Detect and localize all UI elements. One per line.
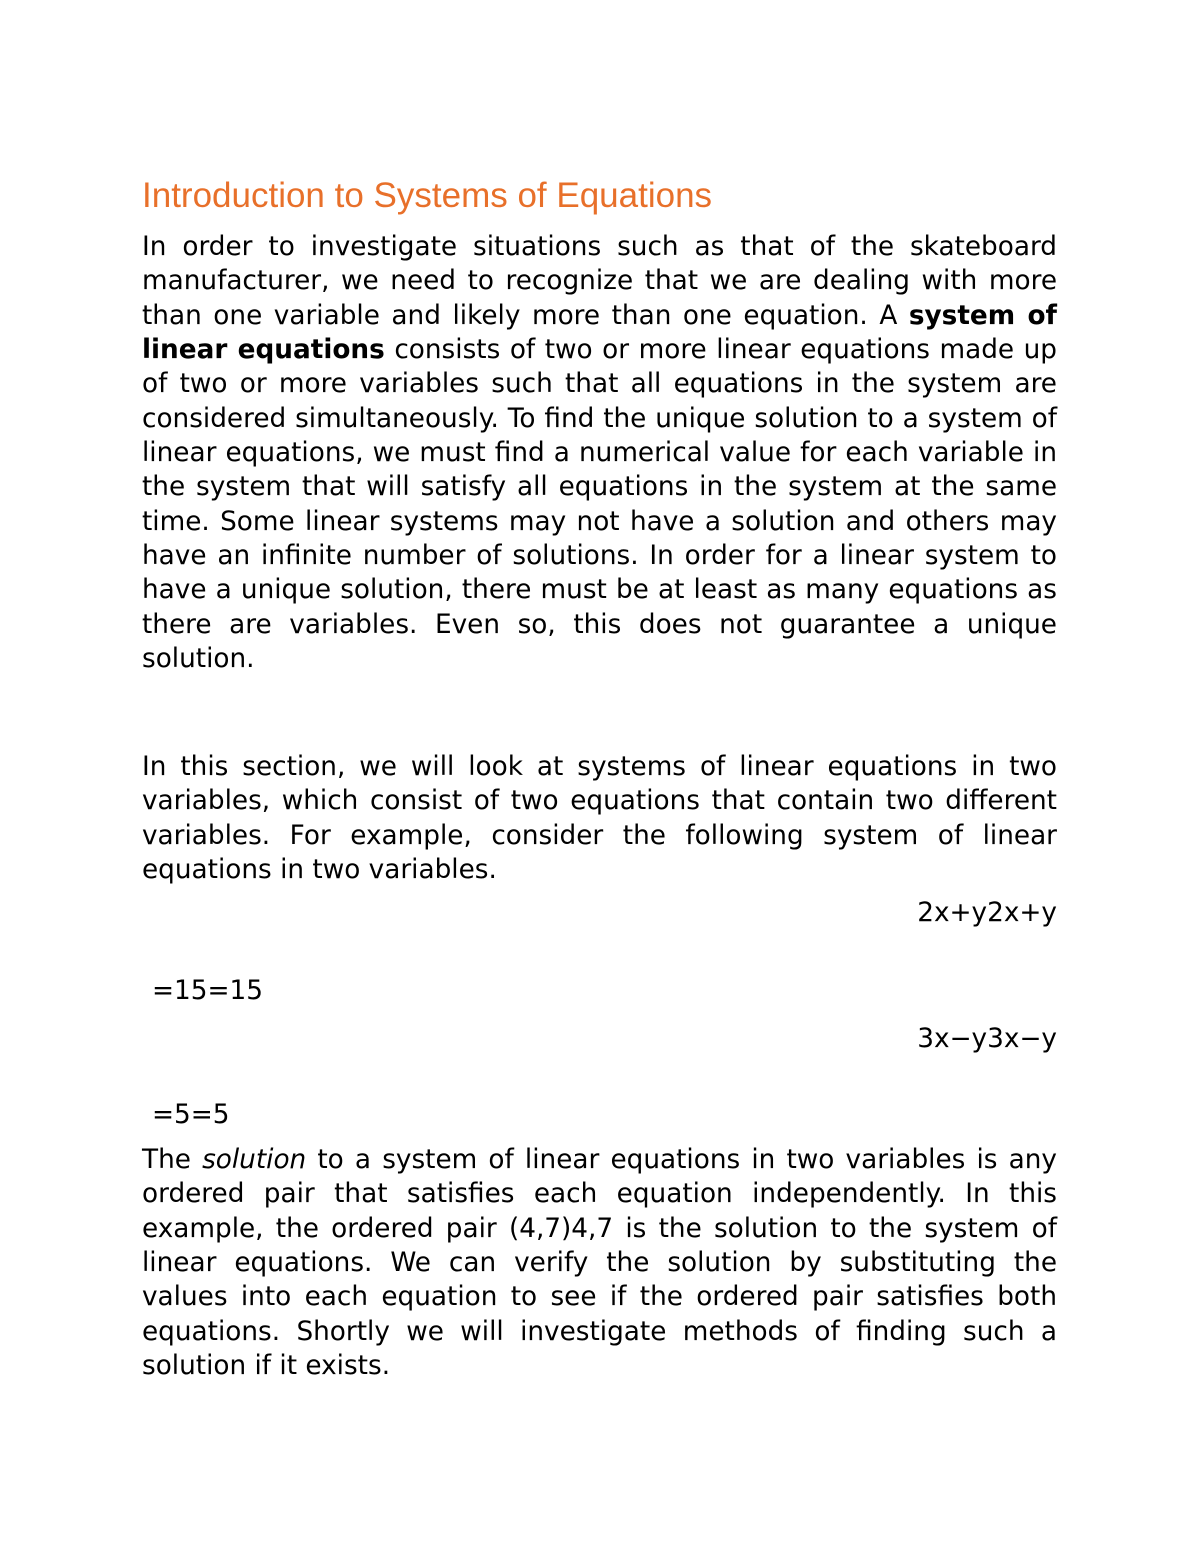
equation-1-left-side: 2x+y2x+y: [917, 898, 1057, 928]
equation-2-left-side: 3x−y3x−y: [917, 1024, 1057, 1054]
equation-1-right-side: =15=15: [152, 976, 263, 1006]
key-term-system-of-linear-equations: system of linear equations: [142, 300, 1057, 366]
intro-text-end: consists of two or more linear equations made up of two or more variables such that all equations in the system are considered simultaneously. To find the unique solution to a system of linear equations, we must find a numerical value for each variable in the system that will satisfy all equations in the system at the same time. Some linear systems may not have a solution and others may have an infinite number of solutions. In order for a linear system to have a unique solution, there must be at least as many equations as there are variables. Even so, this does not guarantee a unique solution.: [142, 335, 1057, 675]
solution-text-end: to a system of linear equations in two variables is any ordered pair that satisfies each equation independently. In this example, the ordered pair (4,7)4,7 is the solution to the system of linear equations. We can verify the solution by substituting the values into each equation to see if the ordered pair satisfies both equations. Shortly we will investigate methods of finding such a solution if it exists.: [142, 1145, 1057, 1382]
solution-paragraph: [142, 1143, 1057, 1383]
intro-paragraph: [142, 230, 1057, 676]
key-term-solution: solution: [202, 1145, 307, 1175]
equation-2-right-side: =5=5: [152, 1100, 230, 1130]
two-variable-paragraph: In this section, we will look at systems of linear equations in two variables, which consist of two equations that contain two different variables. For example, consider the following system of linear equations in two variables.: [142, 752, 1057, 886]
intro-text-start: In order to investigate situations such as that of the skateboard manufacturer, we need to recognize that we are dealing with more than one variable and likely more than one equation. A: [142, 232, 1057, 331]
solution-text-start: The: [142, 1145, 203, 1175]
section-heading: Introduction to Systems of Equations: [142, 176, 713, 215]
